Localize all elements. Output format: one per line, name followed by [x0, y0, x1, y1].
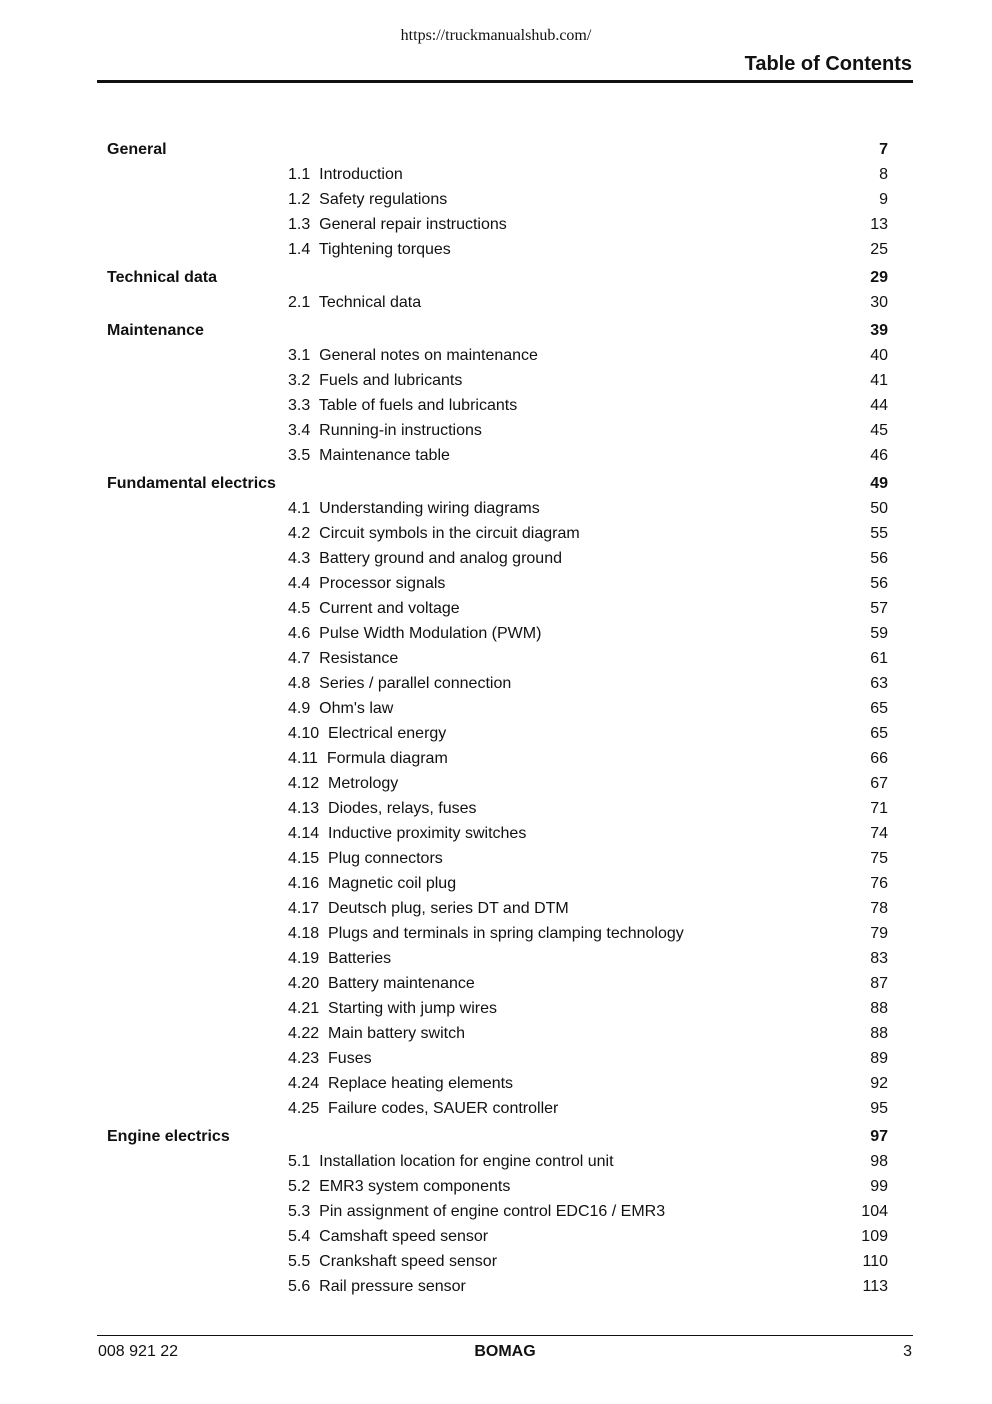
section-page: 67 [870, 775, 888, 792]
toc-section[interactable] [0, 346, 992, 371]
footer-brand: BOMAG [474, 1343, 536, 1360]
section-page: 99 [870, 1178, 888, 1195]
toc-section[interactable] [0, 240, 992, 265]
section-title: Replace heating elements [328, 1075, 514, 1092]
toc-section[interactable] [0, 724, 992, 749]
section-number: 4.6 [288, 625, 311, 642]
section-number: 4.22 [288, 1025, 320, 1042]
section-number: 4.20 [288, 975, 320, 992]
section-title: Understanding wiring diagrams [319, 500, 540, 517]
toc-section[interactable] [0, 190, 992, 215]
section-page: 109 [861, 1228, 888, 1245]
section-title: Table of fuels and lubricants [318, 397, 518, 414]
section-page: 61 [870, 650, 888, 667]
section-page: 13 [870, 216, 888, 233]
section-title: Fuses [328, 1050, 372, 1067]
section-title: Battery ground and analog ground [319, 550, 562, 567]
chapter-title: Technical data [107, 269, 217, 286]
toc-section[interactable] [0, 1277, 992, 1302]
section-title: Running-in instructions [319, 422, 482, 439]
toc-section[interactable] [0, 799, 992, 824]
section-number: 5.1 [288, 1153, 311, 1170]
section-page: 63 [870, 675, 888, 692]
section-page: 79 [870, 925, 888, 942]
chapter-title: Fundamental electrics [107, 475, 276, 492]
section-number: 5.5 [288, 1253, 311, 1270]
section-title: Processor signals [319, 575, 446, 592]
toc-section[interactable] [0, 1049, 992, 1074]
section-title: Battery maintenance [328, 975, 475, 992]
section-title: Inductive proximity switches [328, 825, 527, 842]
chapter-page: 39 [870, 322, 888, 339]
chapter-title: Engine electrics [107, 1128, 230, 1145]
section-number: 4.10 [288, 725, 320, 742]
toc-section[interactable] [0, 1252, 992, 1277]
section-number: 4.17 [288, 900, 320, 917]
section-page: 95 [870, 1100, 888, 1117]
section-number: 3.3 [288, 397, 311, 414]
toc-chapter[interactable] [0, 318, 992, 346]
section-title: Installation location for engine control unit [319, 1153, 614, 1170]
section-title: Technical data [318, 294, 422, 311]
section-number: 5.3 [288, 1203, 311, 1220]
source-url: https://truckmanualshub.com/ [400, 27, 592, 44]
section-number: 2.1 [288, 294, 311, 311]
section-title: Rail pressure sensor [319, 1278, 466, 1295]
section-page: 113 [862, 1278, 888, 1295]
section-number: 4.3 [288, 550, 311, 567]
section-title: Camshaft speed sensor [319, 1228, 489, 1245]
section-number: 4.15 [288, 850, 320, 867]
section-title: Crankshaft speed sensor [319, 1253, 498, 1270]
toc-section[interactable] [0, 599, 992, 624]
chapter-page: 7 [879, 141, 888, 158]
toc-section[interactable] [0, 1177, 992, 1202]
section-title: Current and voltage [319, 600, 460, 617]
toc-section[interactable] [0, 1227, 992, 1252]
toc-section[interactable] [0, 699, 992, 724]
section-page: 104 [861, 1203, 888, 1220]
toc-section[interactable] [0, 949, 992, 974]
section-page: 65 [870, 725, 888, 742]
section-number: 4.5 [288, 600, 311, 617]
toc-section[interactable] [0, 446, 992, 471]
section-title: Fuels and lubricants [319, 372, 463, 389]
section-page: 25 [870, 241, 888, 258]
section-number: 5.4 [288, 1228, 311, 1245]
section-title: Pulse Width Modulation (PWM) [319, 625, 542, 642]
chapter-page: 49 [870, 475, 888, 492]
section-title: Diodes, relays, fuses [328, 800, 477, 817]
toc-section[interactable] [0, 549, 992, 574]
section-number: 3.2 [288, 372, 311, 389]
footer-doc-number: 008 921 22 [98, 1343, 179, 1360]
toc-section[interactable] [0, 674, 992, 699]
section-title: Plug connectors [328, 850, 443, 867]
chapter-title: Maintenance [107, 322, 204, 339]
toc-section[interactable] [0, 165, 992, 190]
toc-section[interactable] [0, 524, 992, 549]
section-page: 83 [870, 950, 888, 967]
section-number: 4.21 [288, 1000, 320, 1017]
section-page: 71 [870, 800, 888, 817]
section-number: 4.9 [288, 700, 311, 717]
section-page: 56 [870, 575, 888, 592]
section-number: 4.4 [288, 575, 311, 592]
toc-section[interactable] [0, 1152, 992, 1177]
section-number: 5.6 [288, 1278, 311, 1295]
toc-section[interactable] [0, 974, 992, 999]
section-title: Tightening torques [318, 241, 451, 258]
section-page: 9 [879, 191, 888, 208]
toc-section[interactable] [0, 1202, 992, 1227]
section-title: Formula diagram [326, 750, 448, 767]
section-number: 5.2 [288, 1178, 311, 1195]
section-page: 98 [870, 1153, 888, 1170]
section-title: Pin assignment of engine control EDC16 / EMR3 [319, 1203, 666, 1220]
chapter-page: 29 [870, 269, 888, 286]
section-page: 30 [870, 294, 888, 311]
toc-section[interactable] [0, 999, 992, 1024]
section-page: 44 [870, 397, 888, 414]
toc-section[interactable] [0, 899, 992, 924]
section-number: 4.12 [288, 775, 320, 792]
section-title: EMR3 system components [319, 1178, 511, 1195]
section-number: 4.1 [288, 500, 311, 517]
section-number: 3.1 [288, 347, 311, 364]
section-title: Series / parallel connection [319, 675, 512, 692]
toc-section[interactable] [0, 824, 992, 849]
section-title: Main battery switch [328, 1025, 465, 1042]
footer-page-number: 3 [903, 1343, 912, 1360]
toc-chapter[interactable] [0, 265, 992, 293]
section-title: Electrical energy [328, 725, 447, 742]
section-page: 56 [870, 550, 888, 567]
section-title: Safety regulations [319, 191, 448, 208]
section-title: General notes on maintenance [319, 347, 538, 364]
section-title: Ohm's law [319, 700, 394, 717]
section-page: 75 [870, 850, 888, 867]
toc-section[interactable] [0, 371, 992, 396]
section-page: 46 [870, 447, 888, 464]
section-page: 88 [870, 1025, 888, 1042]
toc-section[interactable] [0, 499, 992, 524]
table-of-contents [0, 137, 992, 1302]
section-number: 3.4 [288, 422, 311, 439]
toc-chapter[interactable] [0, 137, 992, 165]
toc-section[interactable] [0, 396, 992, 421]
toc-section[interactable] [0, 624, 992, 649]
section-number: 4.24 [288, 1075, 320, 1092]
section-page: 57 [870, 600, 888, 617]
section-number: 4.16 [288, 875, 320, 892]
toc-section[interactable] [0, 215, 992, 240]
toc-chapter[interactable] [0, 471, 992, 499]
section-title: Batteries [328, 950, 392, 967]
toc-section[interactable] [0, 774, 992, 799]
section-page: 59 [870, 625, 888, 642]
section-number: 4.13 [288, 800, 320, 817]
toc-section[interactable] [0, 1074, 992, 1099]
section-number: 1.2 [288, 191, 311, 208]
section-title: Failure codes, SAUER controller [328, 1100, 559, 1117]
footer-rule [97, 1335, 913, 1336]
chapter-page: 97 [870, 1128, 888, 1145]
section-title: Deutsch plug, series DT and DTM [328, 900, 569, 917]
header-rule [97, 80, 913, 83]
section-number: 4.19 [288, 950, 320, 967]
section-number: 4.7 [288, 650, 311, 667]
section-title: Metrology [328, 775, 399, 792]
section-page: 74 [870, 825, 888, 842]
toc-section[interactable] [0, 849, 992, 874]
toc-section[interactable] [0, 649, 992, 674]
section-page: 89 [870, 1050, 888, 1067]
section-title: Maintenance table [319, 447, 450, 464]
section-title: Starting with jump wires [328, 1000, 497, 1017]
section-page: 88 [870, 1000, 888, 1017]
section-page: 50 [870, 500, 888, 517]
toc-chapter[interactable] [0, 1124, 992, 1152]
page-title: Table of Contents [744, 53, 912, 75]
section-number: 4.8 [288, 675, 311, 692]
section-page: 40 [870, 347, 888, 364]
toc-section[interactable] [0, 1024, 992, 1049]
section-page: 66 [870, 750, 888, 767]
toc-section[interactable] [0, 574, 992, 599]
section-number: 4.18 [288, 925, 320, 942]
section-title: Resistance [319, 650, 399, 667]
section-page: 55 [870, 525, 888, 542]
section-page: 110 [862, 1253, 888, 1270]
section-page: 92 [870, 1075, 888, 1092]
toc-section[interactable] [0, 293, 992, 318]
toc-section[interactable] [0, 749, 992, 774]
section-title: Magnetic coil plug [328, 875, 457, 892]
section-title: Plugs and terminals in spring clamping technology [328, 925, 684, 942]
section-page: 65 [870, 700, 888, 717]
section-page: 8 [879, 166, 888, 183]
section-number: 3.5 [288, 447, 311, 464]
section-number: 4.23 [288, 1050, 320, 1067]
section-page: 45 [870, 422, 888, 439]
chapter-title: General [107, 141, 167, 158]
section-title: Introduction [319, 166, 403, 183]
section-number: 1.1 [288, 166, 311, 183]
section-number: 4.14 [288, 825, 320, 842]
section-page: 76 [870, 875, 888, 892]
section-number: 1.4 [288, 241, 311, 258]
section-number: 4.2 [288, 525, 311, 542]
toc-section[interactable] [0, 924, 992, 949]
section-page: 87 [870, 975, 888, 992]
section-page: 41 [870, 372, 888, 389]
section-number: 1.3 [288, 216, 311, 233]
toc-section[interactable] [0, 1099, 992, 1124]
toc-section[interactable] [0, 874, 992, 899]
toc-section[interactable] [0, 421, 992, 446]
section-page: 78 [870, 900, 888, 917]
section-number: 4.11 [288, 750, 318, 767]
section-title: General repair instructions [319, 216, 507, 233]
section-number: 4.25 [288, 1100, 320, 1117]
section-title: Circuit symbols in the circuit diagram [319, 525, 580, 542]
